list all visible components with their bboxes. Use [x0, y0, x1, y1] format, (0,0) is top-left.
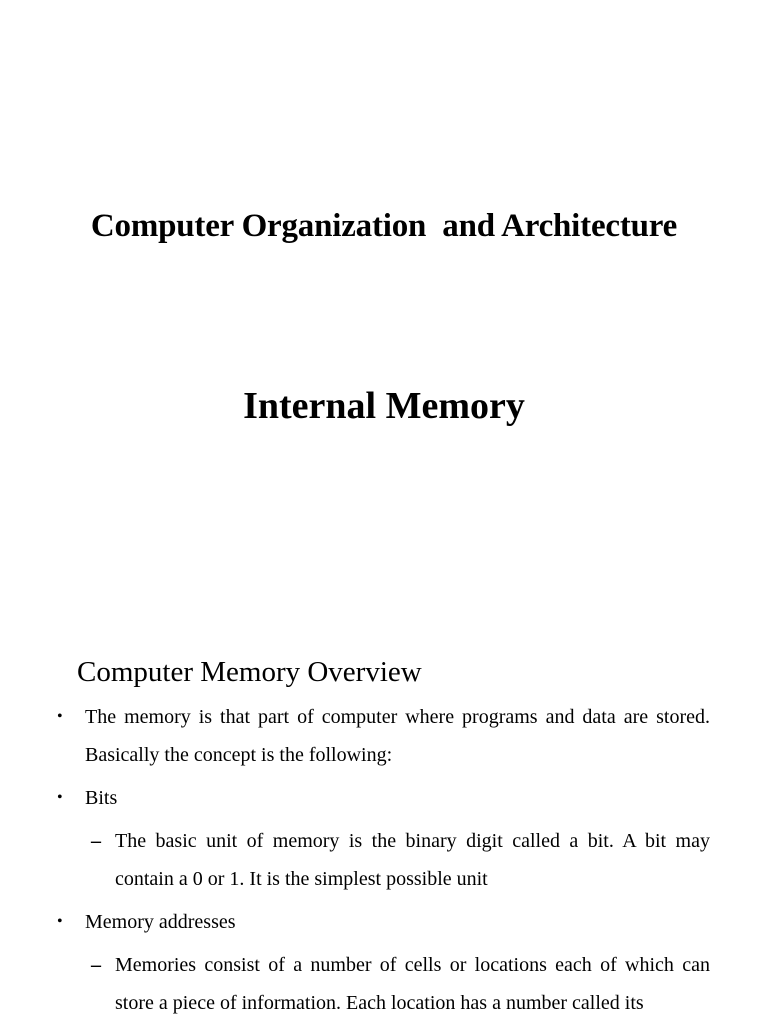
bullet-marker: •: [57, 789, 63, 806]
section-heading: Computer Memory Overview: [77, 656, 422, 688]
bullet-marker: •: [57, 913, 63, 930]
slide-title: Computer Organization and Architecture: [90, 208, 678, 244]
content-slide: [0, 630, 768, 1024]
dash-marker: –: [91, 830, 101, 852]
list-item: [57, 779, 710, 817]
list-item: [57, 698, 710, 774]
bullet-list: [0, 698, 768, 1027]
slide-subtitle: Internal Memory: [243, 385, 525, 427]
list-item-text: The memory is that part of computer where programs and data are stored. Basically the concept is the following:: [85, 706, 710, 766]
list-item: [57, 903, 710, 941]
list-item: [91, 946, 710, 1022]
bullet-marker: •: [57, 708, 63, 725]
list-item-text: The basic unit of memory is the binary digit called a bit. A bit may contain a 0 or 1. It is the simplest possible unit: [115, 830, 710, 890]
list-item: [91, 822, 710, 898]
list-item-text: Memory addresses: [85, 911, 236, 933]
list-item-text: Memories consist of a number of cells or locations each of which can store a piece of information. Each location has a number called its: [115, 954, 710, 1014]
dash-marker: –: [91, 954, 101, 976]
list-item-text: Bits: [85, 787, 118, 809]
